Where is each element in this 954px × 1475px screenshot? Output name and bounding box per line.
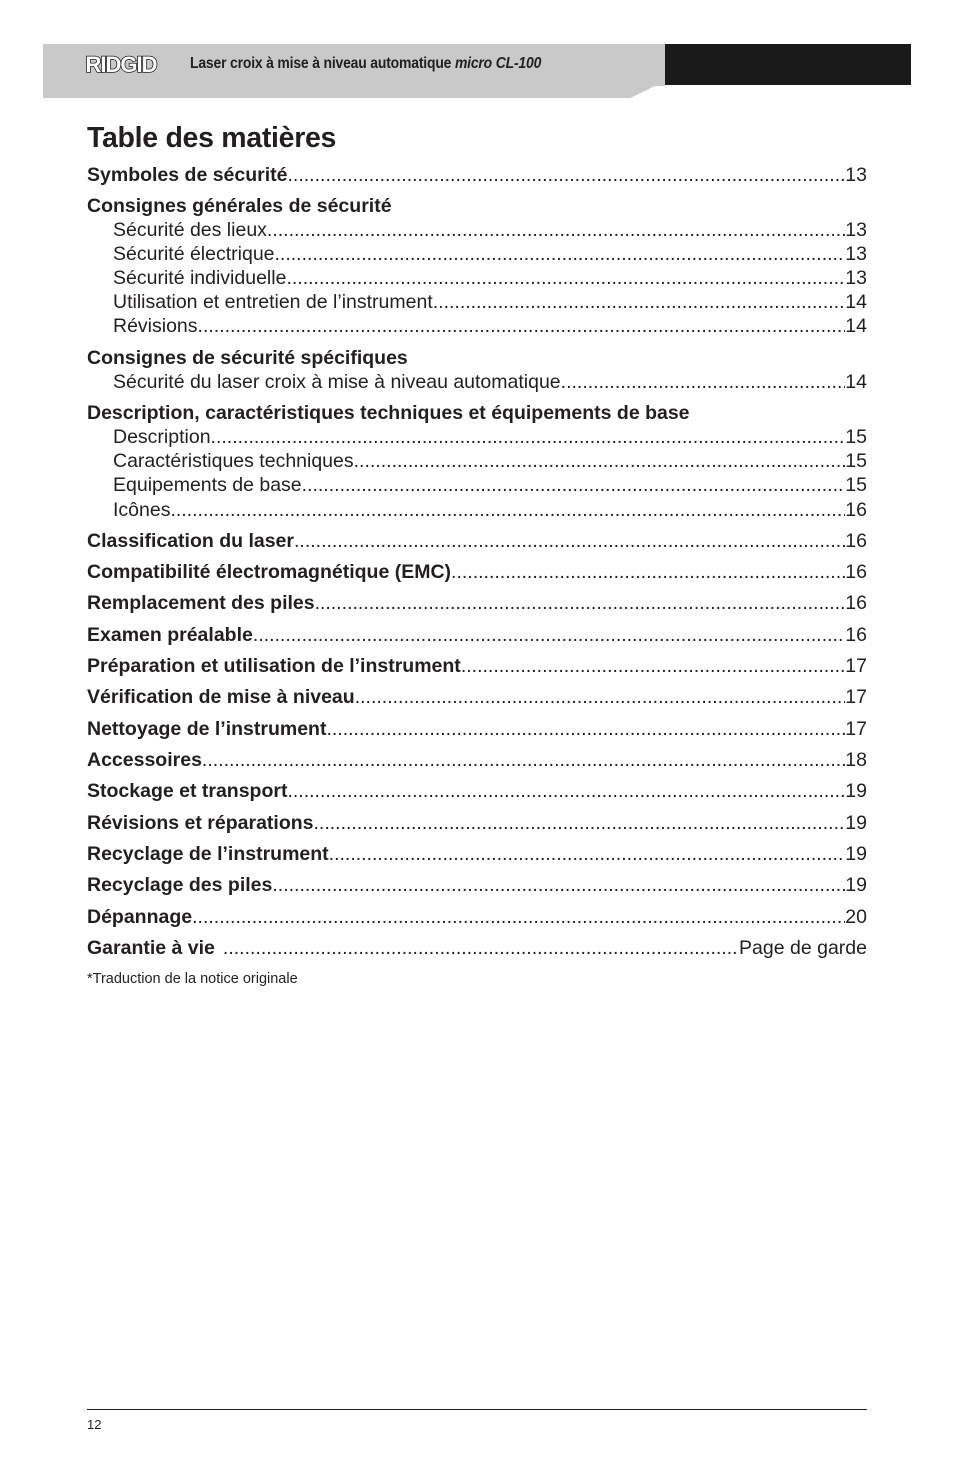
toc-entry-examen[interactable]: Examen préalable ..... 16 xyxy=(87,623,867,647)
toc-entry-icones[interactable]: Icônes ..... 16 xyxy=(113,498,867,522)
toc-entry-piles[interactable]: Remplacement des piles ..... 16 xyxy=(87,591,867,615)
toc-entry-depannage[interactable]: Dépannage ..... 20 xyxy=(87,905,867,929)
toc-entry-caracteristiques[interactable]: Caractéristiques techniques ..... 15 xyxy=(113,449,867,473)
toc-entry-recyclage-piles[interactable]: Recyclage des piles ..... 19 xyxy=(87,873,867,897)
toc-entry-garantie[interactable]: Garantie à vie ..... Page de garde xyxy=(87,936,867,960)
toc-entry-preparation[interactable]: Préparation et utilisation de l’instrument ..... 17 xyxy=(87,654,867,678)
header-black-block xyxy=(665,44,911,85)
page-title: Table des matières xyxy=(87,122,337,154)
toc-entry-symboles[interactable]: Symboles de sécurité ..... 13 xyxy=(87,163,867,187)
toc-entry-utilisation[interactable]: Utilisation et entretien de l’instrument ..... 14 xyxy=(113,290,867,314)
toc-entry-accessoires[interactable]: Accessoires ..... 18 xyxy=(87,748,867,772)
toc-entry-revisions[interactable]: Révisions ..... 14 xyxy=(113,314,867,338)
toc-entry-classification[interactable]: Classification du laser ..... 16 xyxy=(87,529,867,553)
toc-entry-emc[interactable]: Compatibilité électromagnétique (EMC) ..... 16 xyxy=(87,560,867,584)
toc-heading-specifiques: Consignes de sécurité spécifiques xyxy=(87,347,408,369)
toc-heading-description: Description, caractéristiques techniques et équipements de base xyxy=(87,402,690,424)
footer-rule xyxy=(87,1409,867,1410)
toc-heading-generales: Consignes générales de sécurité xyxy=(87,195,392,217)
ridgid-logo xyxy=(72,52,170,78)
svg-text:RIDGID: RIDGID xyxy=(85,52,157,77)
toc-entry-verification[interactable]: Vérification de mise à niveau ..... 17 xyxy=(87,685,867,709)
toc-entry-equipements[interactable]: Equipements de base ..... 15 xyxy=(113,473,867,497)
toc-entry-laser-croix[interactable]: Sécurité du laser croix à mise à niveau automatique ..... 14 xyxy=(113,370,867,394)
footnote: *Traduction de la notice originale xyxy=(87,971,298,987)
toc-entry-description[interactable]: Description ..... 15 xyxy=(113,425,867,449)
toc-entry-electrique[interactable]: Sécurité électrique ..... 13 xyxy=(113,242,867,266)
page-number: 12 xyxy=(87,1417,102,1432)
toc-entry-reparations[interactable]: Révisions et réparations ..... 19 xyxy=(87,811,867,835)
toc-entry-nettoyage[interactable]: Nettoyage de l’instrument ..... 17 xyxy=(87,717,867,741)
toc-entry-lieux[interactable]: Sécurité des lieux ..... 13 xyxy=(113,218,867,242)
toc-entry-recyclage-instrument[interactable]: Recyclage de l’instrument ..... 19 xyxy=(87,842,867,866)
header-underline xyxy=(43,86,655,98)
toc-entry-individuelle[interactable]: Sécurité individuelle ..... 13 xyxy=(113,266,867,290)
toc-entry-stockage[interactable]: Stockage et transport ..... 19 xyxy=(87,779,867,803)
header-title: Laser croix à mise à niveau automatique micro CL-100 xyxy=(190,55,542,72)
